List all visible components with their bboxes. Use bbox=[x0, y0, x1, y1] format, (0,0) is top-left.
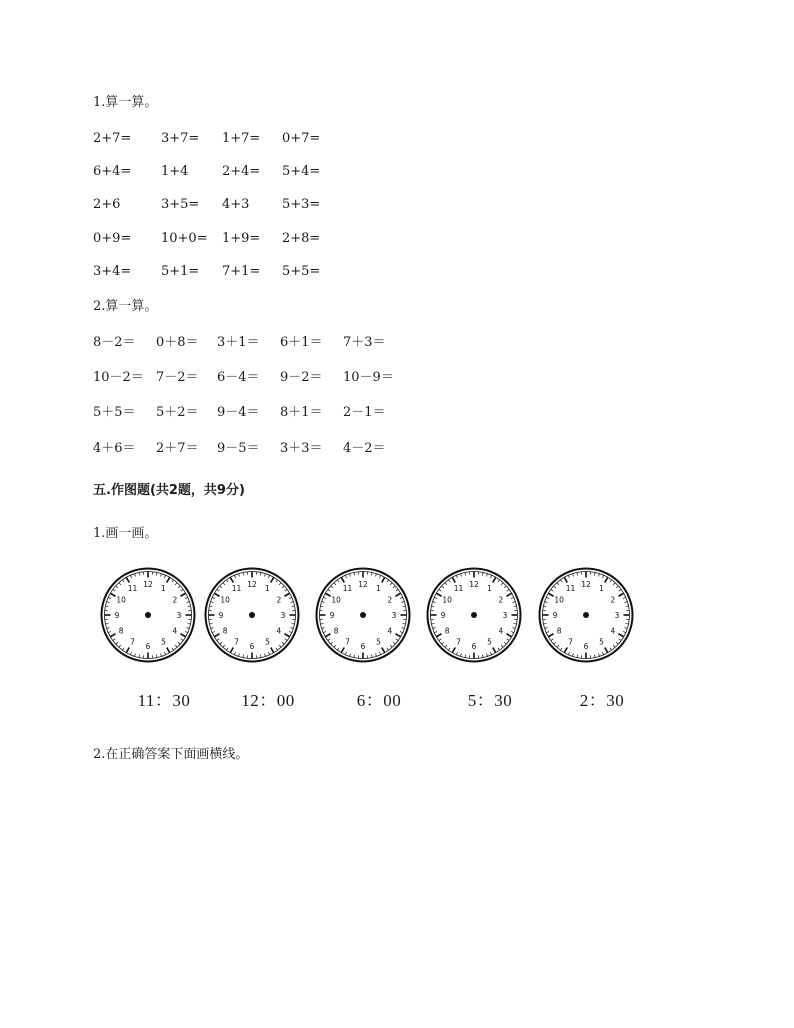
clock-number: 6 bbox=[471, 641, 477, 651]
clock-center-dot bbox=[583, 612, 589, 618]
clock-number: 9 bbox=[218, 610, 224, 620]
clock-icon bbox=[426, 567, 522, 663]
clock-number: 5 bbox=[487, 637, 492, 647]
clock-number: 12 bbox=[581, 579, 591, 589]
exercise-item: 7＋3＝ bbox=[343, 335, 386, 350]
exercise-item: 7+1= bbox=[222, 264, 261, 279]
clock-number: 4 bbox=[387, 626, 393, 636]
clock-number: 5 bbox=[599, 637, 604, 647]
clock-number: 11 bbox=[342, 583, 353, 593]
clock-number: 11 bbox=[565, 583, 576, 593]
exercise-item: 5＋5＝ bbox=[93, 405, 136, 420]
clock-number: 11 bbox=[127, 583, 138, 593]
clock-center-dot bbox=[360, 612, 366, 618]
clock-number: 3 bbox=[176, 610, 182, 620]
clock-number: 4 bbox=[498, 626, 504, 636]
clock-number: 8 bbox=[333, 626, 339, 636]
clock-number: 10 bbox=[116, 595, 126, 605]
clock-number: 4 bbox=[172, 626, 178, 636]
clock-face bbox=[426, 567, 522, 663]
clock-face bbox=[538, 567, 634, 663]
exercise-item: 6+4= bbox=[93, 164, 132, 179]
clock-number: 8 bbox=[118, 626, 124, 636]
clock-time-label: 2：30 bbox=[579, 691, 625, 710]
q1-title: 1.画一画。 bbox=[93, 526, 158, 541]
exercise-item: 3＋1＝ bbox=[217, 335, 260, 350]
exercise-item: 4－2＝ bbox=[343, 441, 386, 456]
exercise-item: 2－1＝ bbox=[343, 405, 386, 420]
clock-number: 9 bbox=[552, 610, 558, 620]
exercise-item: 2+8= bbox=[282, 231, 321, 246]
clock-time-label: 5：30 bbox=[467, 691, 513, 710]
clock-face bbox=[204, 567, 300, 663]
clock-number: 7 bbox=[130, 637, 135, 647]
exercise-item: 10－9＝ bbox=[343, 370, 394, 385]
clock-number: 9 bbox=[329, 610, 335, 620]
clock-number: 12 bbox=[143, 579, 153, 589]
clock-number: 5 bbox=[376, 637, 381, 647]
exercise-item: 2+4= bbox=[222, 164, 261, 179]
clock-number: 5 bbox=[161, 637, 166, 647]
clock-number: 10 bbox=[554, 595, 564, 605]
clock-center-dot bbox=[249, 612, 255, 618]
clock-number: 2 bbox=[276, 595, 282, 605]
exercise-item: 1+7= bbox=[222, 131, 261, 146]
clock-number: 10 bbox=[331, 595, 341, 605]
exercise-item: 2+6 bbox=[93, 197, 121, 212]
clock-number: 3 bbox=[614, 610, 620, 620]
clock-number: 5 bbox=[265, 637, 270, 647]
exercise-item: 7－2＝ bbox=[156, 370, 199, 385]
exercise-item: 5+1= bbox=[161, 264, 200, 279]
clock-center-dot bbox=[145, 612, 151, 618]
clock-number: 6 bbox=[145, 641, 151, 651]
exercise-item: 4+3 bbox=[222, 197, 250, 212]
exercise-item: 1+9= bbox=[222, 231, 261, 246]
clock-number: 3 bbox=[391, 610, 397, 620]
clock-number: 1 bbox=[265, 583, 270, 593]
exercise-item: 1+4 bbox=[161, 164, 189, 179]
clock-number: 3 bbox=[502, 610, 508, 620]
clock-number: 8 bbox=[556, 626, 562, 636]
exercise-item: 8－2＝ bbox=[93, 335, 136, 350]
clock-number: 11 bbox=[231, 583, 242, 593]
clock-number: 9 bbox=[114, 610, 120, 620]
clock-number: 1 bbox=[599, 583, 604, 593]
exercise-item: 5+4= bbox=[282, 164, 321, 179]
clock-icon bbox=[100, 567, 196, 663]
clock-time-label: 6：00 bbox=[356, 691, 402, 710]
exercise-item: 3＋3＝ bbox=[280, 441, 323, 456]
exercise-item: 10－2＝ bbox=[93, 370, 144, 385]
exercise-item: 9－5＝ bbox=[217, 441, 260, 456]
clock-center-dot bbox=[471, 612, 477, 618]
clock-number: 1 bbox=[376, 583, 381, 593]
clock-number: 7 bbox=[345, 637, 350, 647]
clock-icon bbox=[204, 567, 300, 663]
clock-number: 12 bbox=[469, 579, 479, 589]
exercise-item: 0＋8＝ bbox=[156, 335, 199, 350]
exercise-item: 9－2＝ bbox=[280, 370, 323, 385]
clock-face bbox=[100, 567, 196, 663]
clock-icon bbox=[538, 567, 634, 663]
clock-number: 2 bbox=[172, 595, 178, 605]
exercise-item: 0+7= bbox=[282, 131, 321, 146]
exercise-item: 10+0= bbox=[161, 231, 208, 246]
clock-number: 4 bbox=[276, 626, 282, 636]
clock-number: 12 bbox=[247, 579, 257, 589]
clock-icon bbox=[315, 567, 411, 663]
exercise-item: 2＋7＝ bbox=[156, 441, 199, 456]
clock-number: 12 bbox=[358, 579, 368, 589]
exercise-item: 6－4＝ bbox=[217, 370, 260, 385]
clock-number: 2 bbox=[498, 595, 504, 605]
clock-number: 1 bbox=[487, 583, 492, 593]
clock-number: 7 bbox=[456, 637, 461, 647]
clock-number: 10 bbox=[442, 595, 452, 605]
exercise-item: 5+3= bbox=[282, 197, 321, 212]
exercise-item: 4＋6＝ bbox=[93, 441, 136, 456]
exercise-item: 3+4= bbox=[93, 264, 132, 279]
clock-number: 6 bbox=[583, 641, 589, 651]
exercise-item: 5+5= bbox=[282, 264, 321, 279]
clock-number: 11 bbox=[453, 583, 464, 593]
clock-number: 6 bbox=[249, 641, 255, 651]
clock-time-label: 12：00 bbox=[241, 691, 295, 710]
part5-title: 五.作图题(共2题，共9分) bbox=[93, 483, 245, 498]
clock-number: 7 bbox=[568, 637, 573, 647]
exercise-item: 0+9= bbox=[93, 231, 132, 246]
clock-number: 8 bbox=[444, 626, 450, 636]
clock-number: 3 bbox=[280, 610, 286, 620]
clock-number: 8 bbox=[222, 626, 228, 636]
exercise-item: 3+5= bbox=[161, 197, 200, 212]
clock-number: 2 bbox=[387, 595, 393, 605]
q2-title: 2.在正确答案下面画横线。 bbox=[93, 747, 249, 762]
exercise-item: 2+7= bbox=[93, 131, 132, 146]
section2-title: 2.算一算。 bbox=[93, 299, 158, 314]
clock-number: 1 bbox=[161, 583, 166, 593]
clock-number: 7 bbox=[234, 637, 239, 647]
clock-number: 2 bbox=[610, 595, 616, 605]
exercise-item: 3+7= bbox=[161, 131, 200, 146]
exercise-item: 9－4＝ bbox=[217, 405, 260, 420]
clock-number: 4 bbox=[610, 626, 616, 636]
clock-face bbox=[315, 567, 411, 663]
clock-number: 6 bbox=[360, 641, 366, 651]
exercise-item: 5＋2＝ bbox=[156, 405, 199, 420]
exercise-item: 8＋1＝ bbox=[280, 405, 323, 420]
clock-time-label: 11：30 bbox=[137, 691, 191, 710]
clock-number: 10 bbox=[220, 595, 230, 605]
exercise-item: 6＋1＝ bbox=[280, 335, 323, 350]
clock-number: 9 bbox=[440, 610, 446, 620]
section1-title: 1.算一算。 bbox=[93, 95, 158, 110]
